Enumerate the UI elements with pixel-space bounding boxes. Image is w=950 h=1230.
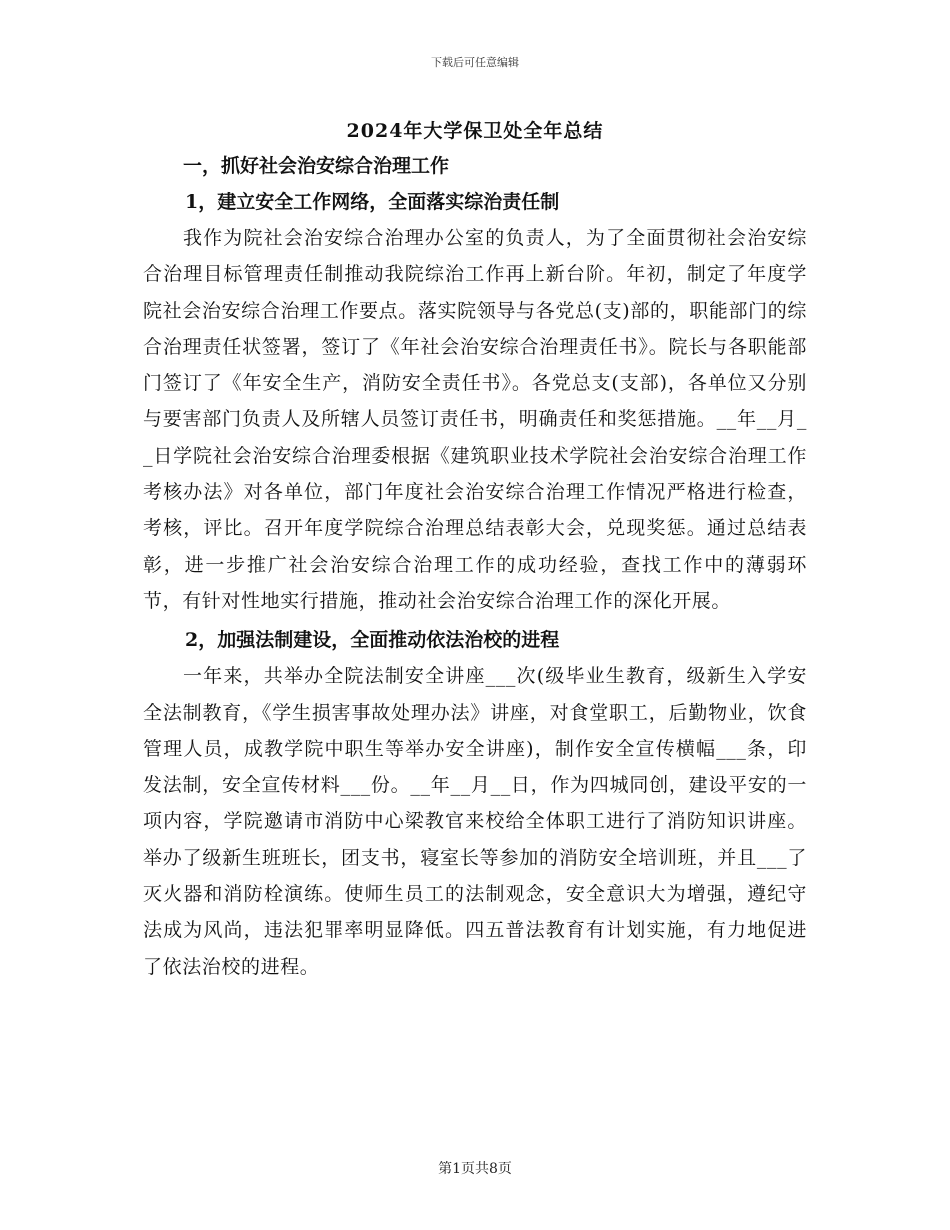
- section-heading-1: 一，抓好社会治安综合治理工作: [183, 155, 450, 177]
- subsection-heading-2: 2，加强法制建设，全面推动依法治校的进程: [185, 629, 560, 652]
- document-title: 2024年大学保卫处全年总结: [346, 120, 604, 142]
- page-footer: 第1页共8页: [438, 1161, 512, 1177]
- paragraph-1: 我作为院社会治安综合治理办公室的负责人，为了全面贯彻社会治安综合治理目标管理责任制推动我院综治工作再上新台阶。年初，制定了年度学院社会治安综合治理工作要点。落实院领导与各党总(支)部的，职能部门的综合治理责任状签署，签订了《年社会治安综合治理责任书》。院长与各职能部门签订了《年安全生产，消防安全责任书》。各党总支(支部)，各单位又分别与要害部门负责人及所辖人员签订责任书，明确责任和奖惩措施。__年__月__日学院社会治安综合治理委根据《建筑职业技术学院社会治安综合治理工作考核办法》对各单位，部门年度社会治安综合治理工作情况严格进行检查，考核，评比。召开年度学院综合治理总结表彰大会，兑现奖惩。通过总结表彰，进一步推广社会治安综合治理工作的成功经验，查找工作中的薄弱环节，有针对性地实行措施，推动社会治安综合治理工作的深化开展。: [143, 227, 807, 612]
- subsection-heading-1: 1，建立安全工作网络，全面落实综治责任制: [185, 191, 560, 213]
- document-body: [143, 148, 807, 985]
- paragraph-2: 一年来，共举办全院法制安全讲座___次(级毕业生教育，级新生入学安全法制教育，《学生损害事故处理办法》讲座，对食堂职工，后勤物业，饮食管理人员，成教学院中职生等举办安全讲座)，制作安全宣传横幅___条，印发法制，安全宣传材料___份。__年__月__日，作为四城同创，建设平安的一项内容，学院邀请市消防中心梁教官来校给全体职工进行了消防知识讲座。举办了级新生班班长，团支书，寝室长等参加的消防安全培训班，并且___了灭火器和消防栓演练。使师生员工的法制观念，安全意识大为增强，遵纪守法成为风尚，违法犯罪率明显降低。四五普法教育有计划实施，有力地促进了依法治校的进程。: [143, 665, 807, 978]
- header-note: 下载后可任意编辑: [431, 56, 519, 69]
